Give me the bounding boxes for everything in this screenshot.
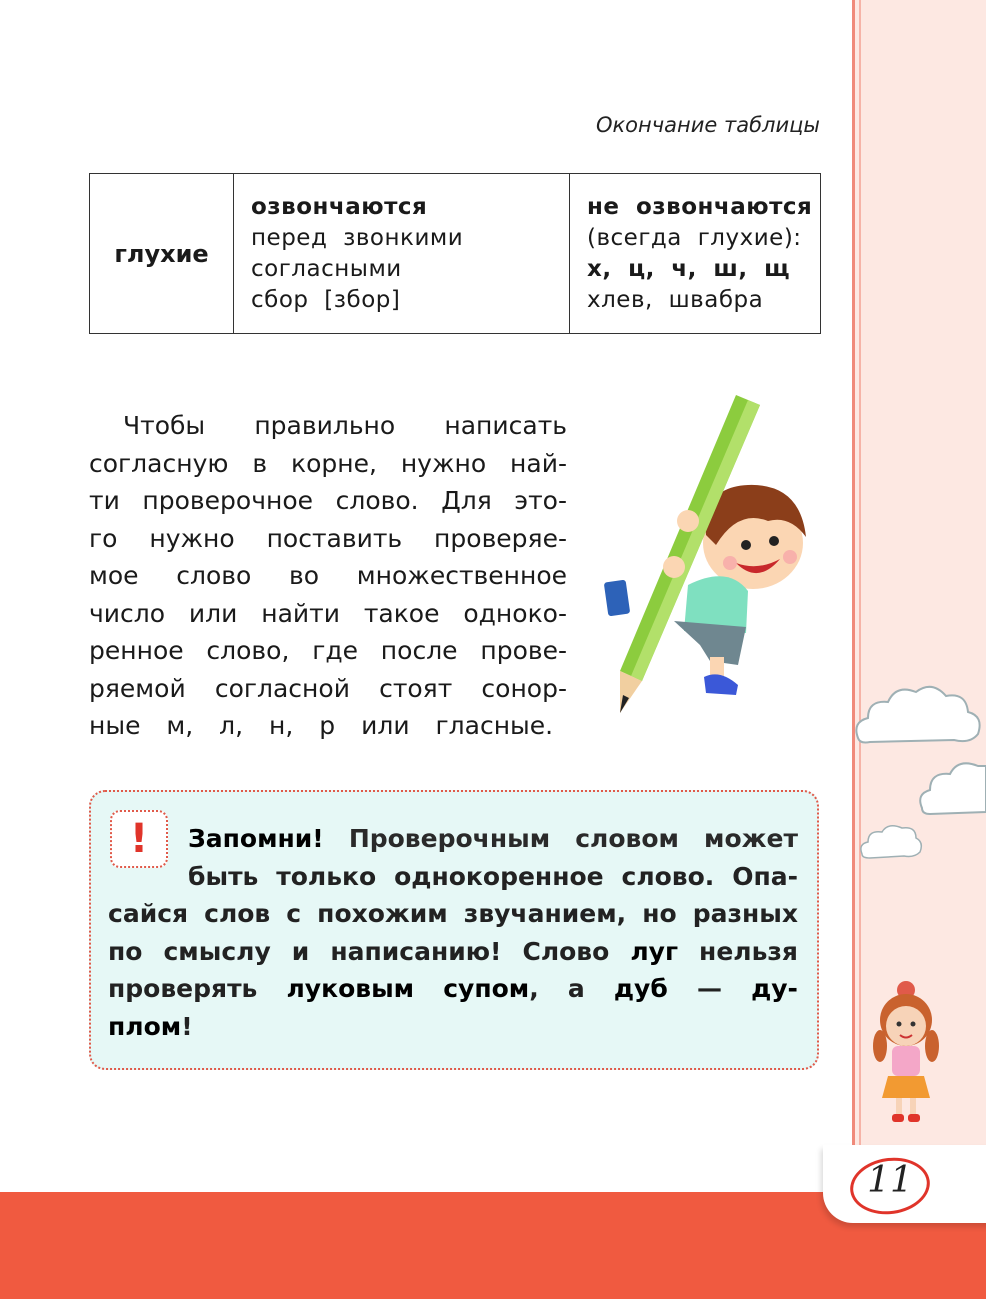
row-header: глухие (114, 239, 209, 268)
paragraph-line: ренное слово, где после прове- (89, 636, 567, 665)
paragraph-line: го нужно поставить проверяе- (89, 523, 567, 553)
margin-line (859, 0, 861, 1150)
paragraph-line: согласную в корне, нужно най- (89, 448, 567, 478)
paragraph-line: ти проверочное слово. Для это- (89, 486, 567, 515)
voiced-title: озвончаются (251, 193, 428, 220)
page-number: 11 (867, 1160, 913, 1201)
table-caption: Окончание таблицы (595, 113, 820, 137)
table-row (90, 174, 821, 334)
exclamation-icon: ! (129, 816, 149, 862)
voiced-cell (234, 174, 570, 334)
cloud-icon (856, 820, 926, 860)
notice-lead: Запомни! (188, 824, 324, 853)
cloud-icon (850, 678, 986, 748)
girl-illustration (858, 980, 954, 1130)
paragraph-line: ные м, л, н, р или гласные. (89, 711, 554, 740)
paragraph-line: число или найти такое одноко- (89, 598, 567, 628)
notice-text (108, 820, 798, 1045)
example-word-dub: дуб (613, 974, 668, 1003)
voiced-line: перед звонкими (251, 224, 464, 251)
voiced-example: сбор [збор] (251, 286, 401, 313)
not-voiced-cell (570, 174, 821, 334)
rule-table (89, 173, 821, 334)
rule-paragraph (89, 407, 567, 745)
notice-line: проверять луковым супом, а дуб — ду- (108, 974, 798, 1003)
notice-line: плом! (108, 1011, 193, 1041)
not-voiced-line: (всегда глухие): (587, 224, 802, 251)
notice-line: быть только однокоренное слово. Опа- (188, 861, 798, 891)
not-voiced-example: хлев, швабра (587, 286, 764, 313)
boy-with-pencil-illustration (598, 395, 818, 725)
not-voiced-title: не озвончаются (587, 193, 813, 220)
cloud-icon (916, 756, 986, 818)
not-voiced-letters: х, ц, ч, ш, щ (587, 255, 791, 282)
example-word-lukovym: луковым супом (286, 974, 530, 1003)
paragraph-line: ряемой согласной стоят сонор- (89, 673, 567, 703)
notice-line: по смыслу и написанию! Слово луг нельзя (108, 936, 798, 966)
voiced-line: согласными (251, 255, 402, 282)
notice-line: Запомни! Проверочным словом может (188, 824, 798, 853)
right-margin-decoration (852, 0, 986, 1150)
paragraph-line: Чтобы правильно написать (123, 411, 567, 440)
example-word-duplom: ду- (751, 974, 798, 1003)
row-header-cell (90, 174, 234, 334)
paragraph-line: мое слово во множественное (89, 561, 567, 590)
example-word-lug: луг (630, 936, 679, 966)
notice-line: сайся слов с похожим звучанием, но разных (108, 899, 798, 928)
